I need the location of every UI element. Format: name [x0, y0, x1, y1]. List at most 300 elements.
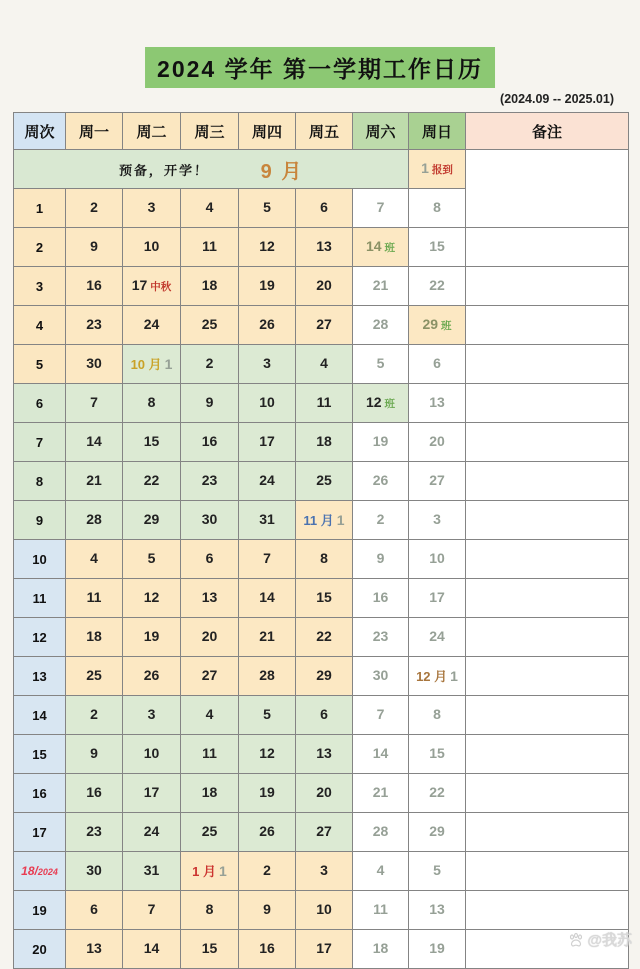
day-number: 3 — [320, 862, 328, 878]
day-number: 19 — [143, 628, 160, 644]
week-number: 2 — [35, 239, 44, 255]
day-cell — [181, 345, 239, 384]
day-number: 2 — [376, 511, 385, 527]
day-cell — [296, 735, 353, 774]
header-saturday: 周六 — [353, 113, 409, 150]
day-number: 17 — [259, 433, 275, 449]
day-number: 29 — [316, 667, 332, 683]
day-cell — [409, 891, 466, 930]
notes-cell — [466, 423, 629, 462]
day-cell — [181, 813, 239, 852]
day-number: 23 — [201, 472, 218, 488]
month-label-september: 9 月 — [260, 160, 304, 183]
day-cell — [409, 501, 466, 540]
week-number: 6 — [35, 395, 44, 411]
day-number: 15 — [429, 745, 445, 761]
day-number: 25 — [201, 823, 218, 839]
day-cell — [123, 657, 181, 696]
day-cell — [181, 540, 239, 579]
week-number-cell — [14, 462, 66, 501]
day-cell — [296, 813, 353, 852]
day-cell — [296, 189, 353, 228]
day-cell — [123, 540, 181, 579]
day-cell — [66, 228, 123, 267]
day-cell — [123, 189, 181, 228]
month-banner-row — [14, 150, 629, 189]
day-number: 2 — [90, 706, 98, 722]
day-cell — [409, 657, 466, 696]
day-cell — [409, 813, 466, 852]
day-number: 11 — [202, 238, 217, 254]
day-number: 10 — [143, 745, 160, 761]
day-number: 7 — [263, 550, 271, 566]
notes-cell — [466, 501, 629, 540]
day-cell — [409, 306, 466, 345]
day-number: 29 — [429, 823, 445, 839]
day-cell — [239, 384, 296, 423]
day-cell — [239, 696, 296, 735]
week-number-cell — [14, 657, 66, 696]
table-row — [14, 618, 629, 657]
day-cell — [181, 384, 239, 423]
week-number-cell — [14, 852, 66, 891]
day-number: 31 — [143, 862, 160, 878]
day-cell — [239, 657, 296, 696]
day-cell — [123, 267, 181, 306]
table-row — [14, 852, 629, 891]
day-number: 18 — [316, 433, 332, 449]
day-number: 2 — [205, 355, 214, 371]
day-number: 19 — [429, 940, 445, 956]
table-row — [14, 735, 629, 774]
header-tuesday: 周二 — [123, 113, 181, 150]
notes-cell — [466, 150, 629, 228]
month-label: 1 月 — [192, 864, 217, 879]
day-number: 9 — [205, 394, 214, 410]
day-cell — [123, 618, 181, 657]
header-friday: 周五 — [296, 113, 353, 150]
day-number: 23 — [86, 316, 102, 332]
day-number: 8 — [433, 199, 441, 215]
day-cell — [66, 345, 123, 384]
day-number: 11 — [373, 901, 388, 917]
day-number: 7 — [90, 394, 98, 410]
day-number: 21 — [86, 472, 102, 488]
day-cell — [66, 930, 123, 969]
day-number: 14 — [143, 940, 160, 956]
week-number-cell — [14, 228, 66, 267]
day-cell — [239, 228, 296, 267]
day-number: 9 — [90, 238, 98, 254]
day-cell — [181, 735, 239, 774]
day-cell — [353, 384, 409, 423]
day-number: 17 — [316, 940, 332, 956]
day-cell — [239, 774, 296, 813]
day-number: 8 — [320, 550, 328, 566]
day-number: 21 — [372, 784, 389, 800]
table-row — [14, 267, 629, 306]
day-number: 29 — [422, 316, 439, 332]
day-number: 25 — [316, 472, 332, 488]
notes-cell — [466, 852, 629, 891]
day-number: 24 — [143, 823, 160, 839]
day-number: 16 — [201, 433, 218, 449]
day-number: 22 — [143, 472, 160, 488]
notes-cell — [466, 345, 629, 384]
table-row — [14, 696, 629, 735]
week-number-cell — [14, 579, 66, 618]
header-week-number: 周次 — [14, 113, 66, 150]
day-cell — [353, 228, 409, 267]
day-number: 5 — [376, 355, 385, 371]
week-number: 17 — [32, 824, 47, 840]
day-cell — [353, 267, 409, 306]
day-cell — [353, 501, 409, 540]
week-number: 19 — [32, 902, 47, 918]
day-number: 8 — [205, 901, 214, 917]
header-monday: 周一 — [66, 113, 123, 150]
day-number: 27 — [429, 472, 445, 488]
week-number: 9 — [35, 512, 44, 528]
day-cell — [66, 657, 123, 696]
day-number: 12 — [259, 745, 275, 761]
calendar-body — [14, 150, 629, 969]
day-number: 4 — [320, 355, 328, 371]
table-row — [14, 774, 629, 813]
day-cell — [181, 267, 239, 306]
day-number: 12 — [259, 238, 275, 254]
day-cell — [409, 267, 466, 306]
day-number: 28 — [372, 823, 389, 839]
day-number: 26 — [259, 823, 275, 839]
week-number-cell — [14, 189, 66, 228]
table-row — [14, 891, 629, 930]
day-number: 10 — [316, 901, 332, 917]
day-number: 13 — [201, 589, 218, 605]
day-cell — [296, 618, 353, 657]
day-number: 19 — [259, 784, 275, 800]
day-cell — [296, 384, 353, 423]
week-number-cell — [14, 813, 66, 852]
day-cell — [409, 189, 466, 228]
day-cell — [296, 501, 353, 540]
day-cell — [123, 579, 181, 618]
day-number: 1 — [450, 668, 458, 684]
day-number: 20 — [201, 628, 218, 644]
day-number: 16 — [372, 589, 389, 605]
notes-cell — [466, 696, 629, 735]
notes-cell — [466, 891, 629, 930]
day-number: 6 — [205, 550, 214, 566]
day-number: 3 — [147, 706, 156, 722]
day-cell — [66, 813, 123, 852]
day-cell — [66, 462, 123, 501]
day-cell — [66, 501, 123, 540]
week-year-label: 2024 — [37, 867, 58, 877]
day-number: 13 — [86, 940, 102, 956]
day-number: 11 — [316, 394, 332, 410]
day-cell — [409, 852, 466, 891]
day-cell-registration — [409, 150, 466, 189]
day-cell — [181, 696, 239, 735]
notes-cell — [466, 618, 629, 657]
day-cell — [239, 813, 296, 852]
day-tag: 班 — [441, 320, 452, 332]
table-row — [14, 423, 629, 462]
week-number: 15 — [32, 746, 47, 762]
day-cell — [123, 813, 181, 852]
day-number: 24 — [429, 628, 445, 644]
week-number: 8 — [35, 473, 44, 489]
day-cell — [239, 345, 296, 384]
week-number-cell — [14, 735, 66, 774]
day-number: 30 — [86, 355, 102, 371]
day-number: 1 — [164, 356, 173, 372]
notes-cell — [466, 228, 629, 267]
day-cell — [239, 735, 296, 774]
day-cell — [123, 228, 181, 267]
day-cell — [66, 384, 123, 423]
day-cell — [123, 501, 181, 540]
day-number: 26 — [372, 472, 389, 488]
day-tag: 班 — [384, 398, 396, 410]
day-cell — [353, 423, 409, 462]
day-cell — [239, 930, 296, 969]
day-cell — [353, 189, 409, 228]
day-number: 7 — [376, 706, 385, 722]
day-number: 14 — [365, 238, 382, 254]
day-cell — [353, 891, 409, 930]
day-number: 24 — [259, 472, 275, 488]
day-number: 21 — [259, 628, 275, 644]
day-number: 16 — [86, 784, 102, 800]
day-cell — [181, 423, 239, 462]
day-number: 18 — [201, 277, 218, 293]
day-cell — [353, 618, 409, 657]
day-number: 22 — [429, 784, 445, 800]
day-cell — [181, 462, 239, 501]
day-number: 30 — [372, 667, 389, 683]
day-number: 13 — [429, 901, 445, 917]
day-cell — [66, 540, 123, 579]
day-number: 2 — [263, 862, 271, 878]
day-number: 11 — [202, 745, 217, 761]
day-cell — [296, 852, 353, 891]
day-cell — [181, 579, 239, 618]
notes-cell — [466, 267, 629, 306]
day-cell — [66, 852, 123, 891]
day-cell — [296, 345, 353, 384]
day-cell — [181, 618, 239, 657]
day-number: 5 — [147, 550, 156, 566]
day-number: 9 — [376, 550, 385, 566]
day-cell — [353, 579, 409, 618]
day-cell — [239, 267, 296, 306]
day-cell — [296, 696, 353, 735]
day-number: 14 — [86, 433, 102, 449]
day-number: 27 — [316, 823, 332, 839]
day-number: 15 — [316, 589, 332, 605]
week-number: 3 — [35, 278, 44, 294]
day-cell — [181, 774, 239, 813]
day-cell — [239, 540, 296, 579]
notes-cell — [466, 462, 629, 501]
notes-cell — [466, 657, 629, 696]
day-number: 19 — [372, 433, 389, 449]
paw-icon — [568, 932, 584, 948]
day-cell — [123, 345, 181, 384]
day-number: 22 — [316, 628, 332, 644]
week-number-cell — [14, 306, 66, 345]
day-number: 16 — [259, 940, 275, 956]
week-number: 10 — [32, 551, 47, 567]
table-row — [14, 501, 629, 540]
day-cell — [239, 618, 296, 657]
table-row — [14, 462, 629, 501]
week-number: 1 — [35, 200, 44, 216]
day-cell — [123, 891, 181, 930]
day-cell — [123, 462, 181, 501]
day-number: 12 — [365, 394, 382, 410]
week-number: 20 — [32, 941, 47, 957]
day-number: 20 — [429, 433, 445, 449]
day-cell — [66, 735, 123, 774]
day-cell — [239, 189, 296, 228]
day-number: 23 — [372, 628, 389, 644]
day-number: 10 — [259, 394, 275, 410]
table-row — [14, 345, 629, 384]
day-cell — [409, 384, 466, 423]
week-number-cell — [14, 267, 66, 306]
day-number: 6 — [320, 199, 328, 215]
header-notes: 备注 — [466, 113, 629, 150]
day-number: 8 — [433, 706, 441, 722]
day-number: 7 — [376, 199, 385, 215]
table-row — [14, 930, 629, 969]
table-row — [14, 657, 629, 696]
day-cell — [409, 540, 466, 579]
notes-cell — [466, 384, 629, 423]
day-cell — [123, 696, 181, 735]
week-number: 16 — [32, 785, 47, 801]
day-number: 13 — [316, 745, 332, 761]
day-cell — [296, 579, 353, 618]
day-number: 5 — [263, 706, 271, 722]
day-cell — [181, 930, 239, 969]
day-number: 6 — [433, 355, 441, 371]
week-number-cell — [14, 774, 66, 813]
day-number: 30 — [86, 862, 102, 878]
day-number: 9 — [90, 745, 98, 761]
day-cell — [66, 267, 123, 306]
day-number: 15 — [201, 940, 218, 956]
day-cell — [296, 774, 353, 813]
day-cell — [181, 228, 239, 267]
day-cell — [353, 345, 409, 384]
day-number: 26 — [259, 316, 275, 332]
day-tag: 班 — [384, 242, 396, 254]
day-cell — [353, 306, 409, 345]
page-title: 2024 学年 第一学期工作日历 — [145, 47, 495, 88]
week-number-cell — [14, 540, 66, 579]
notes-cell — [466, 774, 629, 813]
day-cell — [239, 852, 296, 891]
day-cell — [353, 540, 409, 579]
day-number: 22 — [429, 277, 445, 293]
day-cell — [409, 579, 466, 618]
day-cell — [239, 501, 296, 540]
day-cell — [123, 735, 181, 774]
day-cell — [123, 384, 181, 423]
day-number: 10 — [143, 238, 160, 254]
day-number: 4 — [90, 550, 98, 566]
day-cell — [409, 774, 466, 813]
day-cell — [66, 579, 123, 618]
day-number: 14 — [372, 745, 389, 761]
day-cell — [409, 696, 466, 735]
week-number: 12 — [32, 629, 47, 645]
day-cell — [66, 696, 123, 735]
day-cell — [181, 657, 239, 696]
week-number-cell — [14, 384, 66, 423]
month-label: 10 月 — [130, 357, 162, 372]
header-wednesday: 周三 — [181, 113, 239, 150]
day-cell — [296, 930, 353, 969]
day-number: 28 — [86, 511, 102, 527]
notes-cell — [466, 306, 629, 345]
day-number: 23 — [86, 823, 102, 839]
september-banner-cell — [14, 150, 409, 189]
day-cell — [123, 423, 181, 462]
day-cell — [239, 423, 296, 462]
day-cell — [353, 813, 409, 852]
day-cell — [409, 228, 466, 267]
day-number: 3 — [263, 355, 271, 371]
header-thursday: 周四 — [239, 113, 296, 150]
week-number-cell — [14, 501, 66, 540]
day-number: 14 — [259, 589, 275, 605]
registration-tag: 报到 — [431, 164, 453, 176]
day-number: 13 — [429, 394, 445, 410]
day-cell — [66, 891, 123, 930]
week-number: 13 — [32, 668, 47, 684]
day-number: 31 — [259, 511, 275, 527]
watermark — [568, 929, 632, 950]
notes-cell — [466, 813, 629, 852]
day-cell — [296, 306, 353, 345]
day-number: 25 — [201, 316, 218, 332]
day-number: 4 — [205, 199, 214, 215]
day-cell — [123, 930, 181, 969]
day-cell — [66, 189, 123, 228]
day-cell — [409, 345, 466, 384]
table-row — [14, 579, 629, 618]
day-cell — [66, 423, 123, 462]
day-number: 25 — [86, 667, 102, 683]
day-number: 1 — [219, 863, 227, 879]
day-cell — [239, 579, 296, 618]
day-cell — [181, 891, 239, 930]
day-cell — [66, 306, 123, 345]
day-number: 19 — [259, 277, 275, 293]
week-number: 18/ — [21, 864, 38, 878]
day-number: 29 — [143, 511, 160, 527]
day-number: 5 — [433, 862, 441, 878]
table-row — [14, 228, 629, 267]
calendar-header — [14, 113, 629, 150]
day-number: 4 — [205, 706, 214, 722]
day-number: 3 — [147, 199, 156, 215]
